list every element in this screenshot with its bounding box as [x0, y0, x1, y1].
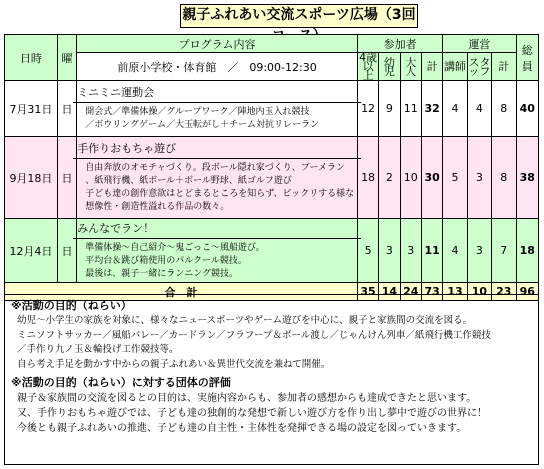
- cell-infant: 2: [379, 137, 400, 219]
- cell-instructor: 4: [443, 81, 467, 137]
- cell-total: 38: [516, 137, 538, 219]
- purpose-line: 自ら考え手足を動かす中からの親子ふれあい＆異世代交流を兼ねて開催。: [17, 358, 331, 370]
- col-under4: 4歳以上: [359, 51, 378, 82]
- purpose-line: ／手作り九ノ玉＆輪投げ工作競技等。: [17, 344, 179, 355]
- purpose-heading: ※活動の目的（ねらい）: [11, 299, 132, 312]
- cell-under4: 18: [357, 137, 378, 219]
- program-line: 、紙飛行機、紙ボール＋ボール野球、紙ゴルフ遊び: [85, 176, 292, 186]
- cell-sum: 11: [421, 219, 442, 283]
- row-weekday: 日: [57, 219, 76, 283]
- cell-staff-sum: 8: [492, 137, 516, 219]
- purpose-line: 幼児～小学生の家族を対象に、様々なニュースポーツやゲーム遊びを中心に、親子と家族間の交流を図る。: [17, 315, 473, 326]
- table-row: [5, 137, 539, 219]
- evaluation-line: 又、手作りおもちゃ遊びでは、子ども達の独創的な発想で新しい遊び方を作り出し夢中で遊びの世界に！: [17, 408, 487, 419]
- cell-adult: 11: [400, 81, 421, 137]
- cell-under4: 12: [357, 81, 378, 137]
- cell-staff-sum: 8: [492, 81, 516, 137]
- cell-total: 40: [516, 81, 538, 137]
- cell-instructor: 5: [443, 137, 467, 219]
- venue-time: 前原小学校・体育館 ／ 09:00-12:30: [77, 53, 358, 81]
- total-sum: 73: [421, 283, 442, 301]
- cell-infant: 9: [379, 81, 400, 137]
- cell-infant: 3: [379, 219, 400, 283]
- col-instructor: 講師: [443, 53, 467, 81]
- program-line: 開会式／準備体操／グループワーク／陣地内玉入れ競技: [85, 107, 310, 117]
- total-staff-sum: 23: [492, 283, 516, 301]
- cell-staff-sum: 7: [492, 219, 516, 283]
- program-line: ／ボウリングゲーム／大玉転がし＋チーム対抗リレーラン: [85, 120, 320, 130]
- purpose-line: ミニソフトサッカー／風船バレー／カードラン／フラフープ＆ボール渡し／じゃんけん列車／紙飛行機工作競技: [17, 329, 491, 341]
- notes-section: [4, 294, 539, 465]
- total-header: 総員: [516, 35, 538, 81]
- row-date: 7月31日: [5, 81, 58, 137]
- program-title: みんなでラン！: [73, 221, 361, 239]
- program-header: プログラム内容: [77, 35, 358, 53]
- row-program: [77, 81, 358, 137]
- col-sum: 計: [421, 53, 442, 81]
- total-grand: 96: [516, 283, 538, 301]
- row-program: [77, 219, 358, 283]
- program-title: 手作りおもちゃ遊び: [73, 141, 361, 159]
- program-line: 最後は、親子一緒にランニング競技。: [85, 268, 239, 279]
- col-adult: 大人: [400, 53, 421, 81]
- cell-staff: 3: [467, 219, 491, 283]
- col-infant: 幼児: [379, 53, 400, 81]
- program-line: 自由奔放のオモチャづくり。段ボール隠れ家づくり、ブーメラン: [85, 163, 346, 173]
- total-instructor: 13: [443, 283, 467, 301]
- row-date: 9月18日: [5, 137, 58, 219]
- schedule-table: [4, 34, 539, 301]
- date-header: 日時: [5, 35, 58, 81]
- total-infant: 14: [379, 283, 400, 301]
- program-line: 準備体操～自己紹介～鬼ごっこ～風船遊び。: [85, 242, 265, 253]
- cell-staff: 3: [467, 137, 491, 219]
- program-line: 子ども達の創作意欲はとどまるところを知らず、ビックリする様な: [85, 189, 355, 199]
- cell-sum: 30: [421, 137, 442, 219]
- staff-header: 運営: [443, 35, 516, 53]
- col-staff: スタッフ: [467, 53, 491, 81]
- table-row: [5, 81, 539, 137]
- row-date: 12月4日: [5, 219, 58, 283]
- total-under4: 35: [357, 283, 378, 301]
- program-line: 想像性・創造性溢れる作品の数々。: [85, 202, 230, 212]
- cell-under4: 5: [357, 219, 378, 283]
- participants-header: 参加者: [357, 35, 442, 53]
- cell-instructor: 4: [443, 219, 467, 283]
- table-row: [5, 219, 539, 283]
- cell-sum: 32: [421, 81, 442, 137]
- total-staff: 10: [467, 283, 491, 301]
- program-line: 平均台＆跳び箱使用のパルクール競技。: [85, 255, 247, 266]
- evaluation-line: 今後とも親子ふれあいの推進、子ども達の自主性・主体性を発揮できる場の設定を図っていきます。: [17, 423, 467, 434]
- page-title: 親子ふれあい交流スポーツ広場（3回: [180, 4, 418, 28]
- total-adult: 24: [400, 283, 421, 301]
- evaluation-heading: ※活動の目的（ねらい）に対する団体の評価: [11, 376, 231, 389]
- col-staff-sum: 計: [492, 53, 516, 81]
- cell-adult: 10: [400, 137, 421, 219]
- cell-staff: 4: [467, 81, 491, 137]
- weekday-header: 曜: [57, 35, 76, 81]
- row-weekday: 日: [57, 81, 76, 137]
- cell-adult: 3: [400, 219, 421, 283]
- row-weekday: 日: [57, 137, 76, 219]
- cell-total: 18: [516, 219, 538, 283]
- program-title: ミニミニ運動会: [73, 85, 361, 103]
- evaluation-line: 親子＆家族間の交流を図るとの目的は、実施内容からも、参加者の感想からも達成できたと思います。: [17, 393, 477, 404]
- row-program: [77, 137, 358, 219]
- totals-label: 合 計: [5, 283, 358, 301]
